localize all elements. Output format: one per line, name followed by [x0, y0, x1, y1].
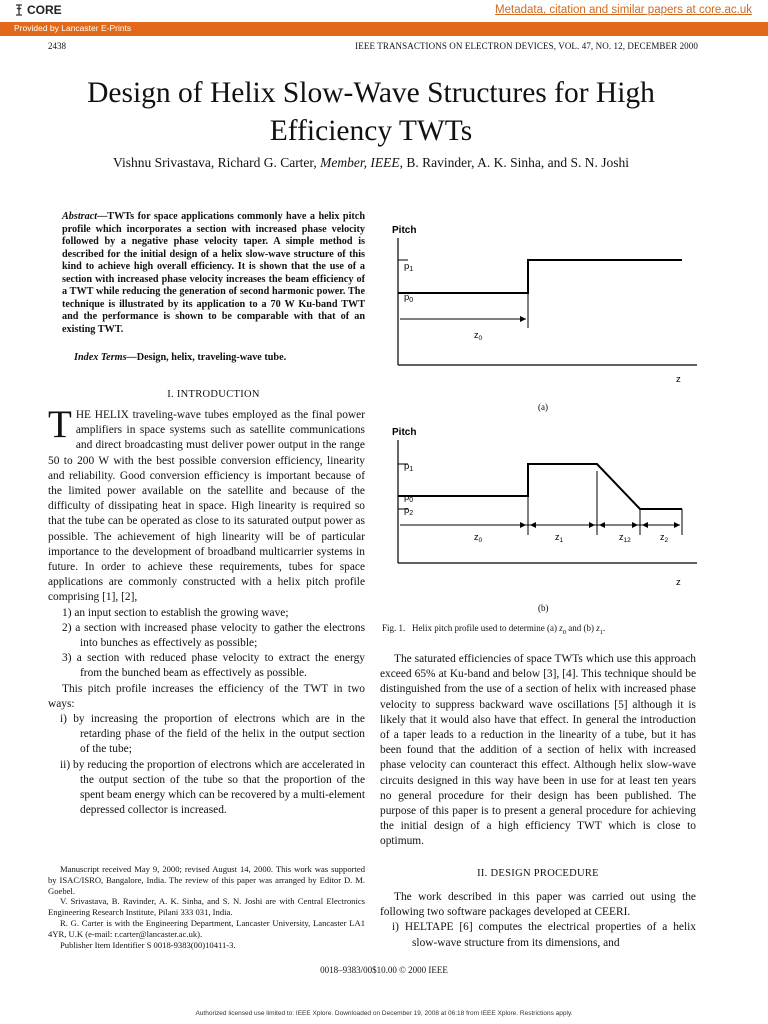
- core-metadata-link[interactable]: Metadata, citation and similar papers at core.ac.uk: [495, 4, 752, 16]
- footnote: Manuscript received May 9, 2000; revised August 14, 2000. This work was supported by ISAC/ISRO, Bangalore, India. The review of this paper was arranged by Editor D. M. Goebel.: [48, 864, 365, 896]
- arrow-head: [520, 316, 526, 322]
- figure-1b: [392, 427, 697, 613]
- label-p0: $p_0$: [404, 492, 414, 504]
- list-item: 2) a section with increased phase velocity to gather the electrons into bunches as effectively as possible;: [62, 621, 365, 650]
- core-banner: [0, 0, 768, 23]
- design-procedure-body: [380, 890, 696, 951]
- label-z1: $z_1$: [555, 532, 564, 544]
- label-z2: $z_2$: [660, 532, 669, 544]
- footnote: R. G. Carter is with the Engineering Department, Lancaster University, Lancaster LA1 4YR, U.K (e-mail: r.carter@lancaster.ac.uk).: [48, 917, 365, 939]
- license-notice: Authorized licensed use limited to: IEEE Xplore. Downloaded on December 19, 2008 at 06:18 from IEEE Xplore. Restrictions apply.: [195, 1010, 573, 1017]
- label-p0: $p_0$: [404, 292, 414, 304]
- figure-1: [382, 213, 702, 633]
- intro-paragraph-1: HE HELIX traveling-wave tubes employed as the final power amplifiers in space systems such as satellite communications and direct broadcasting must deliver power output in the range 50 to 200 W with the best possible conversion efficiency, linearity and reliability. Good conversion efficiency is important because of the limited power available on the satellite and because of the difficulty of dissipating heat in space. High linearity is required so that the tube can be operated as close to its saturated output power as possible. The achievement of high linearity will be of particular importance to the development of broadband multicarrier systems in future. In order to achieve these requirements, tubes for space applications are commonly constructed with a helix pitch profile comprising [1], [2],: [48, 409, 365, 604]
- abstract-text: TWTs for space applications commonly have a helix pitch profile which incorporates a section with increased phase velocity followed by a negative phase velocity taper. A simple method is described for the initial design of a helix slow-wave structure of this kind to achieve high overall efficiency. It is shown that the use of a section with increased phase velocity increases the beam efficiency of a TWT while reducing the generation of second harmonic power. The technique is illustrated by its application to a 70 W Ku-band TWT and the performance is shown to be comparable with that of an existing TWT.: [62, 211, 365, 335]
- author-list: Vishnu Srivastava, Richard G. Carter, Member, IEEE, B. Ravinder, A. K. Sinha, and S. N. Joshi: [113, 155, 629, 170]
- label-p1: $p_1$: [404, 261, 414, 273]
- introduction-body: [48, 403, 365, 818]
- body-paragraph: The work described in this paper was carried out using the following two software packages developed at CEERI.: [380, 891, 696, 919]
- axis-label-pitch: Pitch: [392, 427, 417, 438]
- pitch-profile-b: [398, 464, 682, 509]
- arrow-head: [642, 522, 648, 528]
- footnotes: [48, 864, 365, 950]
- label-z12: $z_{12}$: [619, 532, 631, 544]
- section-heading-introduction: I. INTRODUCTION: [167, 389, 260, 400]
- list-item: 1) an input section to establish the growing wave;: [62, 606, 289, 619]
- axis-label-pitch: Pitch: [392, 225, 417, 236]
- label-z0: $z_0$: [474, 330, 483, 342]
- abstract: [62, 211, 365, 336]
- core-logo-icon: [14, 4, 24, 16]
- core-logo[interactable]: [14, 3, 62, 17]
- core-logo-text: CORE: [27, 3, 62, 17]
- axis-label-z: z: [676, 374, 681, 385]
- pitch-profile-a: [398, 260, 682, 293]
- list-item: ii) by reducing the proportion of electrons which are accelerated in the output section of the tube so that the proportion of the spent beam energy which can be recovered by a multi-element depressed collector is increased.: [60, 758, 365, 817]
- figure-caption: Fig. 1. Helix pitch profile used to determine (a) $z_0$ and (b) $z_1$.: [382, 623, 606, 636]
- label-p1: $p_1$: [404, 461, 414, 473]
- list-item: i) HELTAPE [6] computes the electrical properties of a helix slow-wave structure from its dimensions, and: [392, 921, 696, 949]
- label-p2: $p_2$: [404, 505, 414, 517]
- intro-paragraph-2: This pitch profile increases the efficiency of the TWT in two ways:: [48, 682, 365, 710]
- subfigure-label-a: (a): [538, 402, 548, 412]
- list-item: 3) a section with reduced phase velocity to extract the energy from the bunched beam as effectively as possible.: [62, 652, 365, 680]
- figure-1a: [392, 225, 697, 412]
- provided-by-bar: [0, 22, 768, 36]
- index-terms-text: Design, helix, traveling-wave tube.: [136, 352, 287, 363]
- footnote: Publisher Item Identifier S 0018-9383(00)10411-3.: [60, 939, 236, 950]
- arrow-head: [520, 522, 526, 528]
- arrow-head: [632, 522, 638, 528]
- drop-cap: T: [48, 403, 72, 446]
- paper-title: Design of Helix Slow-Wave Structures for High Efficiency TWTs: [87, 77, 655, 147]
- arrow-head: [674, 522, 680, 528]
- index-terms-label: Index Terms—: [74, 352, 137, 363]
- arrow-head: [530, 522, 536, 528]
- arrow-head: [589, 522, 595, 528]
- footnote: V. Srivastava, B. Ravinder, A. K. Sinha, and S. N. Joshi are with Central Electronics Engineering Research Institute, Pilani 333 031, India.: [48, 896, 365, 918]
- arrow-head: [599, 522, 605, 528]
- abstract-label: Abstract—: [62, 211, 108, 222]
- subfigure-label-b: (b): [538, 603, 549, 613]
- index-terms: [62, 352, 365, 365]
- axis-label-z: z: [676, 577, 681, 588]
- list-item: i) by increasing the proportion of electrons which are in the retarding phase of the field of the helix in the output section of the tube;: [60, 713, 365, 756]
- label-z0: $z_0$: [474, 532, 483, 544]
- body-paragraph: The saturated efficiencies of space TWTs which use this approach exceed 65% at Ku-band and below [3], [4]. This technique should be distinguished from the use of a section of helix with increased phase velocity to suppress backward wave oscillations [5] although it is likely that it would also have that effect. In general the introduction of a taper leads to a reduction in the linearity of a tube, but it has been found that the addition of a section of helix with increased phase velocity can counteract this effect. Although helix slow-wave circuits designed in this way have been in use for at least ten years no general procedure for their design has been published. The purpose of this paper is to present a general procedure for achieving the initial design of a high efficiency TWT which is close to optimum.: [380, 653, 696, 848]
- section-heading-design-procedure: II. DESIGN PROCEDURE: [477, 868, 599, 879]
- page-number: 2438: [48, 41, 66, 51]
- journal-header: IEEE TRANSACTIONS ON ELECTRON DEVICES, VOL. 47, NO. 12, DECEMBER 2000: [355, 41, 698, 51]
- right-column-body: [380, 652, 696, 850]
- copyright-line: 0018–9383/00$10.00 © 2000 IEEE: [320, 965, 448, 975]
- provided-by-text: Provided by Lancaster E-Prints: [14, 23, 132, 33]
